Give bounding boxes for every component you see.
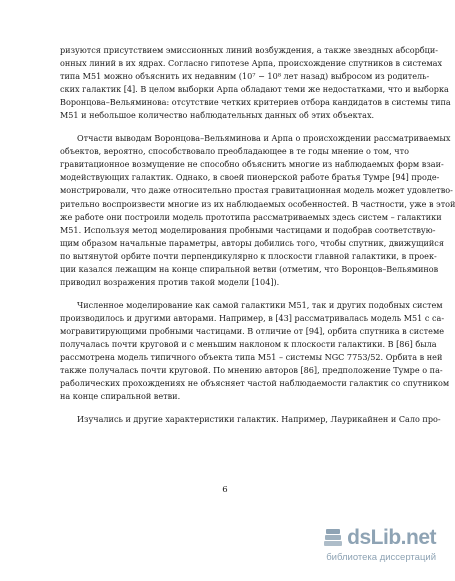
text-line: приводил возражения против такой модели [104]).	[60, 276, 280, 287]
text-line: же работе они построили модель прототипа рассматриваемых здесь систем – галактики	[60, 211, 442, 222]
paragraph	[60, 44, 451, 122]
text-line: щим образом начальные параметры, авторы добились того, чтобы спутник, движущийся	[60, 237, 444, 248]
text-line: также получалась почти круговой. По мнению авторов [86], предположение Тумре о па-	[60, 365, 443, 376]
watermark-logo	[322, 527, 436, 549]
text-line: производилось и другими авторами. Например, в [43] рассматривалась модель M51 с са-	[60, 312, 445, 323]
text-line: рассмотрена модель типичного объекта типа M51 – системы NGC 7753/52. Орбита в ней	[60, 352, 443, 363]
text-line: M51. Используя метод моделирования пробными частицами и подобрав соответствую-	[60, 224, 436, 235]
watermark-name: dsLib.net	[347, 526, 436, 549]
paragraph	[60, 299, 450, 403]
text-line: по вытянутой орбите почти перпендикулярно к плоскости главной галактики, в проек-	[60, 250, 437, 261]
text-line: на конце спиральной ветви.	[60, 391, 181, 402]
book-stack-icon	[322, 527, 344, 549]
text-line: Изучались и другие характеристики галактик. Например, Лаурикайнен и Сало про-	[77, 414, 441, 425]
text-line: монстрировали, что даже относительно простая гравитационная модель может удовлетво-	[60, 185, 453, 196]
text-line: M51 и небольшое количество наблюдательных данных об этих объектах.	[60, 110, 375, 121]
text-line: могравитирующими пробными частицами. В отличие от [94], орбита спутника в системе	[60, 325, 445, 336]
text-line: Отчасти выводам Воронцова–Вельяминова и Арпа о происхождении рассматриваемых	[77, 133, 451, 144]
text-line: Численное моделирование как самой галактики M51, так и других подобных систем	[77, 299, 443, 310]
paragraph	[60, 132, 455, 289]
text-line: типа M51 можно объяснить их недавним (10⁷ − 10⁸ лет назад) выбросом из родитель-	[60, 71, 430, 82]
paragraph-gap	[60, 403, 408, 413]
text-line: ризуются присутствием эмиссионных линий возбуждения, а также звездных абсорбци-	[60, 45, 438, 55]
text-line: раболических прохождениях не объясняет частой наблюдаемости галактик со спутником	[60, 378, 450, 389]
text-line: ции казался лежащим на конце спиральной ветви (отметим, что Воронцов–Вельяминов	[60, 263, 439, 274]
text-line: Воронцова–Вельяминова: отсутствие четких критериев отбора кандидатов в системы типа	[60, 97, 451, 108]
paragraph-gap	[60, 289, 408, 299]
paragraph-gap	[60, 122, 408, 132]
body-text	[60, 44, 455, 426]
text-line: получалась почти круговой и с меньшим наклоном к плоскости галактики. В [86] была	[60, 338, 437, 349]
text-line: онных линий в их ядрах. Согласно гипотезе Арпа, происхождение спутников в системах	[60, 58, 443, 69]
page-number: 6	[222, 485, 228, 495]
text-line: гравитационное возмущение не способно объяснить многие из наблюдаемых форм взаи-	[60, 159, 444, 170]
watermark	[314, 527, 436, 573]
text-line: объектов, вероятно, способствовало преобладающее в те годы мнение о том, что	[60, 146, 409, 157]
watermark-caption: библиотека диссертаций	[326, 552, 436, 563]
paragraph	[60, 413, 441, 426]
text-line: модействующих галактик. Однако, в своей пионерской работе братья Тумре [94] проде-	[60, 172, 440, 183]
text-line: рительно воспроизвести многие из их наблюдаемых особенностей. В частности, уже в этой	[60, 198, 455, 209]
text-line: ских галактик [4]. В целом выборки Арпа обладают теми же недостатками, что и выборка	[60, 84, 449, 95]
